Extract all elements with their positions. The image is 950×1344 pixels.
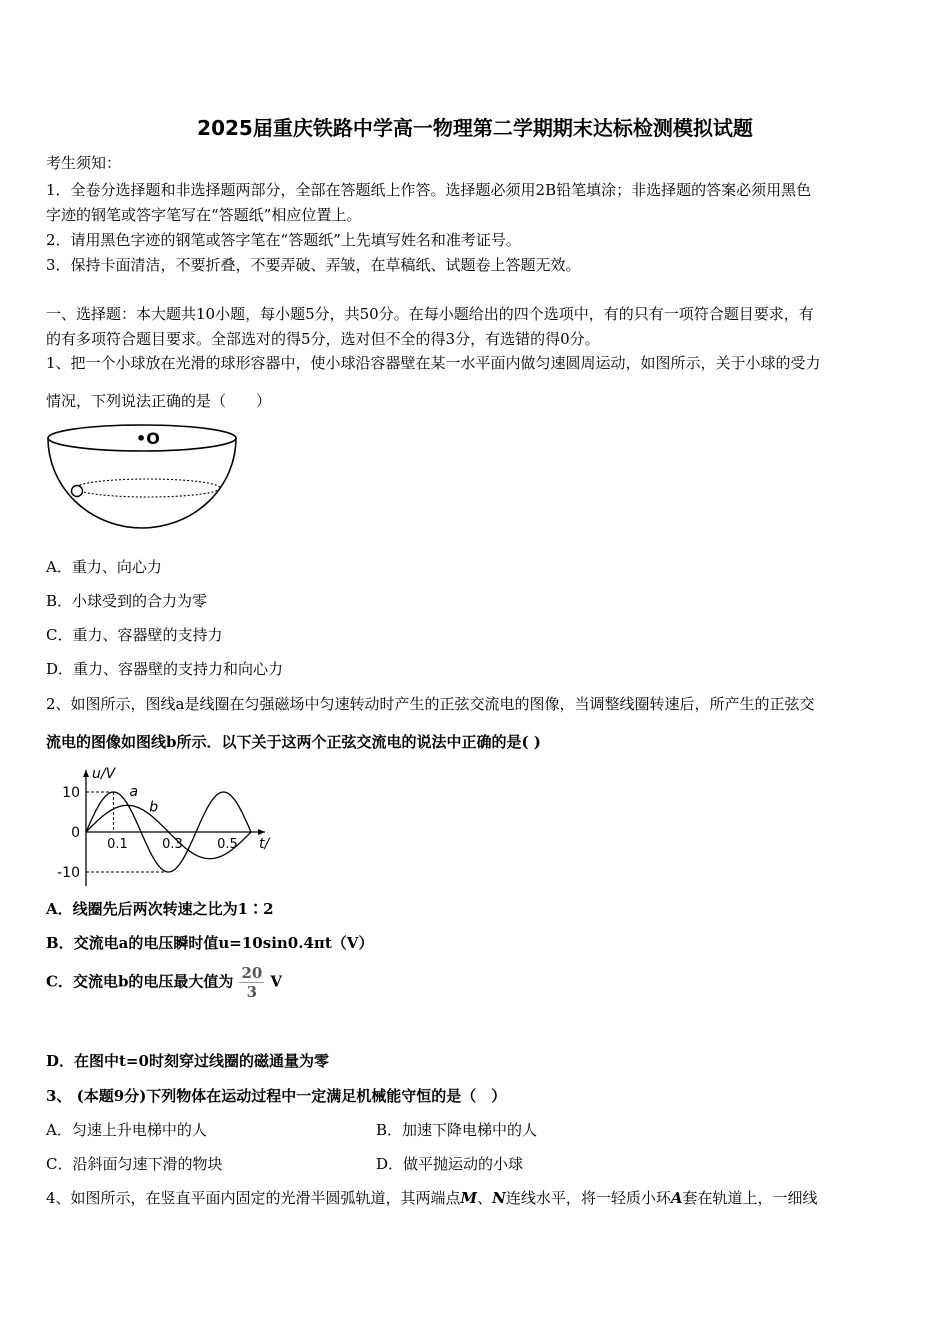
q1-option-c: C．重力、容器壁的支持力 bbox=[46, 626, 223, 644]
point-n: N bbox=[492, 1189, 506, 1207]
q2-option-d: D．在图中t=0时刻穿过线圈的磁通量为零 bbox=[46, 1052, 329, 1070]
q2-stem: 2、如图所示，图线a是线圈在匀强磁场中匀速转动时产生的正弦交流电的图像，当调整线圈转速后，所产生的正弦交 bbox=[46, 695, 815, 713]
separator: 、 bbox=[477, 1189, 493, 1207]
orbit-circle bbox=[76, 479, 220, 497]
notice-item-2: 2．请用黑色字迹的钢笔或答字笔在“答题纸”上先填写姓名和准考证号。 bbox=[46, 231, 521, 249]
q2-stem-cont: 流电的图像如图线b所示．以下关于这两个正弦交流电的说法中正确的是( ) bbox=[46, 733, 541, 751]
y-tick-label: 10 bbox=[62, 785, 80, 801]
fraction-denominator: 3 bbox=[246, 983, 258, 1001]
ball bbox=[72, 486, 83, 497]
q3-option-d: D．做平抛运动的小球 bbox=[376, 1155, 524, 1173]
series-b-label: b bbox=[149, 799, 159, 816]
q1-bowl-figure bbox=[44, 420, 244, 532]
point-m: M bbox=[460, 1189, 478, 1207]
y-axis-arrow bbox=[83, 770, 89, 777]
fraction bbox=[239, 964, 264, 1001]
fraction-numerator: 20 bbox=[241, 964, 263, 982]
q4-stem-text-mid: 连线水平，将一轻质小环 bbox=[505, 1189, 671, 1207]
x-tick-label: 0.5 bbox=[217, 837, 238, 852]
unit: V bbox=[270, 972, 282, 991]
q1-stem-cont: 情况，下列说法正确的是（ ） bbox=[46, 392, 272, 410]
q3-option-c: C．沿斜面匀速下滑的物块 bbox=[46, 1155, 223, 1173]
y-tick-label: 0 bbox=[71, 825, 80, 841]
x-axis-arrow bbox=[258, 829, 265, 835]
y-tick-label: -10 bbox=[57, 865, 80, 881]
q2-option-b: B．交流电a的电压瞬时值u=10sin0.4πt（V） bbox=[46, 934, 374, 952]
q3-stem: 3、 (本题9分)下列物体在运动过程中一定满足机械能守恒的是（ ） bbox=[46, 1087, 507, 1105]
ring-a: A bbox=[670, 1189, 683, 1207]
q1-option-a: A．重力、向心力 bbox=[46, 558, 162, 576]
center-label: •O bbox=[136, 429, 160, 448]
q4-stem-text: 4、如图所示，在竖直平面内固定的光滑半圆弧轨道，其两端点 bbox=[46, 1189, 461, 1207]
x-tick-label: 0.1 bbox=[107, 837, 128, 852]
q2-option-c bbox=[46, 964, 282, 1001]
q2-chart bbox=[50, 762, 280, 887]
q1-option-d: D．重力、容器壁的支持力和向心力 bbox=[46, 660, 284, 678]
q2-option-a: A．线圈先后两次转速之比为1∶2 bbox=[46, 900, 274, 918]
section-heading-cont: 的有多项符合题目要求。全部选对的得5分，选对但不全的得3分，有选错的得0分。 bbox=[46, 330, 600, 348]
q1-stem: 1、把一个小球放在光滑的球形容器中，使小球沿容器壁在某一水平面内做匀速圆周运动，如图所示，关于小球的受力 bbox=[46, 354, 821, 372]
q3-option-a: A．匀速上升电梯中的人 bbox=[46, 1121, 207, 1139]
section-heading: 一、选择题：本大题共10小题，每小题5分，共50分。在每小题给出的四个选项中，有的只有一项符合题目要求，有 bbox=[46, 305, 814, 323]
y-axis-label: u/V bbox=[92, 766, 116, 782]
q1-option-b: B．小球受到的合力为零 bbox=[46, 592, 208, 610]
q2-option-c-text: C．交流电b的电压最大值为 bbox=[46, 972, 234, 991]
q4-stem bbox=[46, 1187, 818, 1208]
q4-stem-text-end: 套在轨道上，一细线 bbox=[682, 1189, 818, 1207]
q3-option-b: B．加速下降电梯中的人 bbox=[376, 1121, 538, 1139]
x-tick-label: 0.3 bbox=[162, 837, 183, 852]
notice-item-1-cont: 字迹的钢笔或答字笔写在“答题纸”相应位置上。 bbox=[46, 206, 362, 224]
notice-heading: 考生须知： bbox=[46, 154, 122, 172]
notice-item-3: 3．保持卡面清洁，不要折叠，不要弄破、弄皱，在草稿纸、试题卷上答题无效。 bbox=[46, 256, 581, 274]
x-axis-label: t/ bbox=[259, 836, 270, 852]
series-a-label: a bbox=[129, 784, 139, 800]
notice-item-1: 1．全卷分选择题和非选择题两部分，全部在答题纸上作答。选择题必须用2B铅笔填涂；非选择题的答案必须用黑色 bbox=[46, 181, 812, 199]
page-title: 2025届重庆铁路中学高一物理第二学期期末达标检测模拟试题 bbox=[197, 116, 753, 140]
